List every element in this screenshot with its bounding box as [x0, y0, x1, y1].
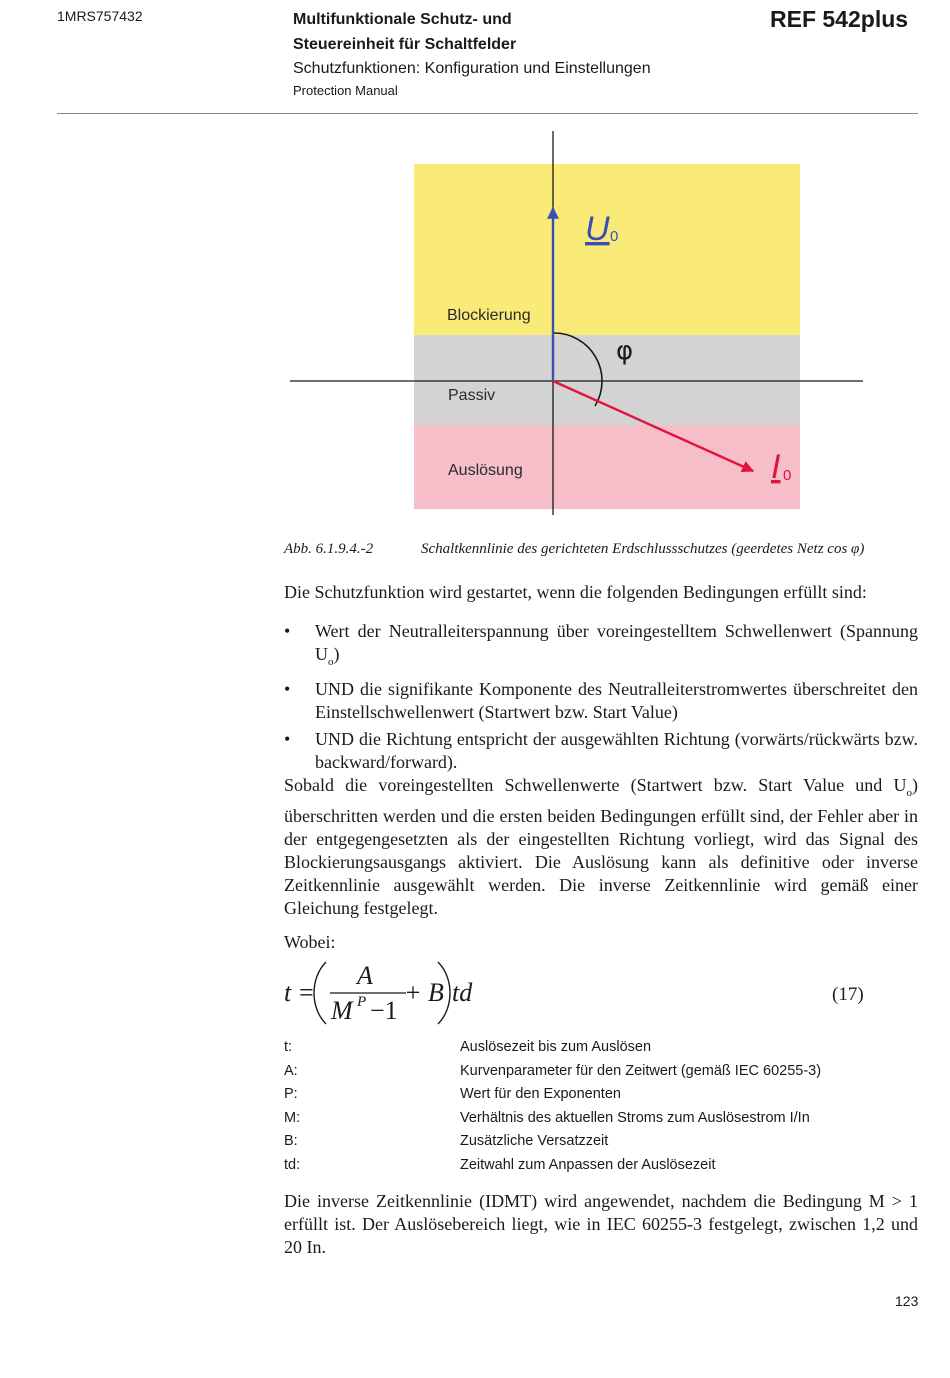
- equation-number: (17): [832, 984, 864, 1005]
- earth-fault-characteristic-diagram: [288, 128, 868, 518]
- wobei-label: Wobei:: [284, 932, 336, 952]
- formula-denominator-base: M: [331, 996, 353, 1025]
- figure-caption-number: Abb. 6.1.9.4.-2: [284, 541, 374, 557]
- formula-exponent: P: [357, 994, 367, 1010]
- definition-row: [284, 1157, 884, 1181]
- u0-vector-label: U: [585, 210, 610, 248]
- header-divider: [57, 113, 918, 114]
- manual-name: Protection Manual: [293, 83, 398, 98]
- formula-lhs: t: [284, 978, 292, 1007]
- bullet-icon: •: [284, 679, 291, 699]
- document-title-line-2: Steuereinheit für Schaltfelder: [293, 36, 517, 53]
- condition-text: Wert der Neutralleiterspannung über voreingestelltem Schwellenwert (Spannung U: [315, 621, 918, 664]
- definition-symbol: P:: [284, 1086, 298, 1103]
- phi-angle-label: φ: [616, 336, 634, 366]
- bullet-icon: •: [284, 729, 291, 749]
- definition-symbol: B:: [284, 1133, 298, 1150]
- definition-row: [284, 1133, 884, 1157]
- formula-denominator-rest: −1: [370, 996, 398, 1025]
- intro-paragraph: Die Schutzfunktion wird gestartet, wenn die folgenden Bedingungen erfüllt sind:: [284, 582, 867, 602]
- blocking-paragraph-start: Sobald die voreingestellten Schwellenwerte (Startwert bzw. Start Value und U: [284, 775, 907, 795]
- passive-zone: [414, 335, 800, 425]
- bullet-icon: •: [284, 621, 291, 641]
- condition-text: UND die Richtung entspricht der ausgewählten Richtung (vorwärts/rückwärts bzw. backward/forward).: [315, 729, 918, 772]
- blocking-paragraph-subscript: o: [906, 787, 912, 799]
- definition-description: Zusätzliche Versatzzeit: [460, 1133, 609, 1150]
- blocking-paragraph-rest: ) überschritten werden und die ersten beiden Bedingungen erfüllt sind, der Fehler aber in der entgegengesetzten als der eingestellten Richtung vorliegt, wird das Signal des Blockierungsausgangs aktiviert. Die Auslösung kann als definitive oder inverse Zeitkennlinie ausgewählt werden. Die inverse Zeitkennlinie wird gemäß einer Gleichung festgelegt.: [284, 775, 918, 918]
- definition-symbol: M:: [284, 1109, 301, 1126]
- inverse-time-formula: [280, 956, 500, 1028]
- formula-plus-b: + B: [404, 978, 444, 1007]
- u0-vector-subscript: 0: [610, 228, 619, 245]
- definition-description: Zeitwahl zum Anpassen der Auslösezeit: [460, 1156, 716, 1173]
- formula-td: td: [452, 978, 473, 1007]
- passive-zone-label: Passiv: [448, 387, 496, 404]
- i0-vector-subscript: 0: [783, 467, 792, 484]
- condition-item: [284, 620, 918, 674]
- condition-suffix: ): [333, 644, 340, 664]
- page-number: 123: [895, 1293, 919, 1309]
- document-id: 1MRS757432: [57, 8, 143, 24]
- definition-row: [284, 1086, 884, 1110]
- definition-description: Auslösezeit bis zum Auslösen: [460, 1039, 652, 1055]
- product-name: REF 542plus: [770, 6, 909, 32]
- definition-description: Wert für den Exponenten: [460, 1086, 621, 1103]
- chapter-subtitle: Schutzfunktionen: Konfiguration und Einstellungen: [293, 60, 651, 77]
- definition-row: [284, 1110, 884, 1134]
- idmt-paragraph: Die inverse Zeitkennlinie (IDMT) wird angewendet, nachdem die Bedingung M > 1 erfüllt ist. Der Auslösebereich liegt, wie in IEC 60255-3 festgelegt, zwischen 1,2 und 20 In.: [284, 1191, 918, 1257]
- variable-definitions: [284, 1039, 884, 1181]
- condition-item: [284, 678, 918, 724]
- condition-text: UND die signifikante Komponente des Neutralleiterstromwertes überschreitet den Einstellschwellenwert (Startwert bzw. Start Value): [315, 679, 918, 722]
- figure-caption: [284, 541, 924, 558]
- i0-vector-label: I: [771, 448, 781, 486]
- condition-list: [284, 620, 918, 778]
- document-title-line-1: Multifunktionale Schutz- und: [293, 11, 512, 28]
- definition-description: Kurvenparameter für den Zeitwert (gemäß IEC 60255-3): [460, 1062, 822, 1079]
- document-title: [293, 7, 623, 57]
- definition-symbol: td:: [284, 1156, 301, 1173]
- condition-item: [284, 728, 918, 774]
- definition-row: [284, 1063, 884, 1087]
- definition-row: [284, 1039, 884, 1063]
- blocking-paragraph: [284, 774, 918, 920]
- definition-symbol: t:: [284, 1039, 293, 1055]
- definition-description: Verhältnis des aktuellen Stroms zum Auslösestrom I/In: [460, 1109, 810, 1126]
- formula-left-paren: [314, 962, 326, 1024]
- formula-equals: =: [299, 978, 314, 1007]
- formula-numerator: A: [357, 961, 373, 990]
- condition-subscript: o: [328, 656, 334, 668]
- definition-symbol: A:: [284, 1062, 298, 1079]
- blocking-zone-label: Blockierung: [447, 307, 531, 324]
- trip-zone-label: Auslösung: [448, 462, 523, 479]
- figure-caption-text: Schaltkennlinie des gerichteten Erdschlussschutzes (geerdetes Netz cos φ): [421, 541, 865, 557]
